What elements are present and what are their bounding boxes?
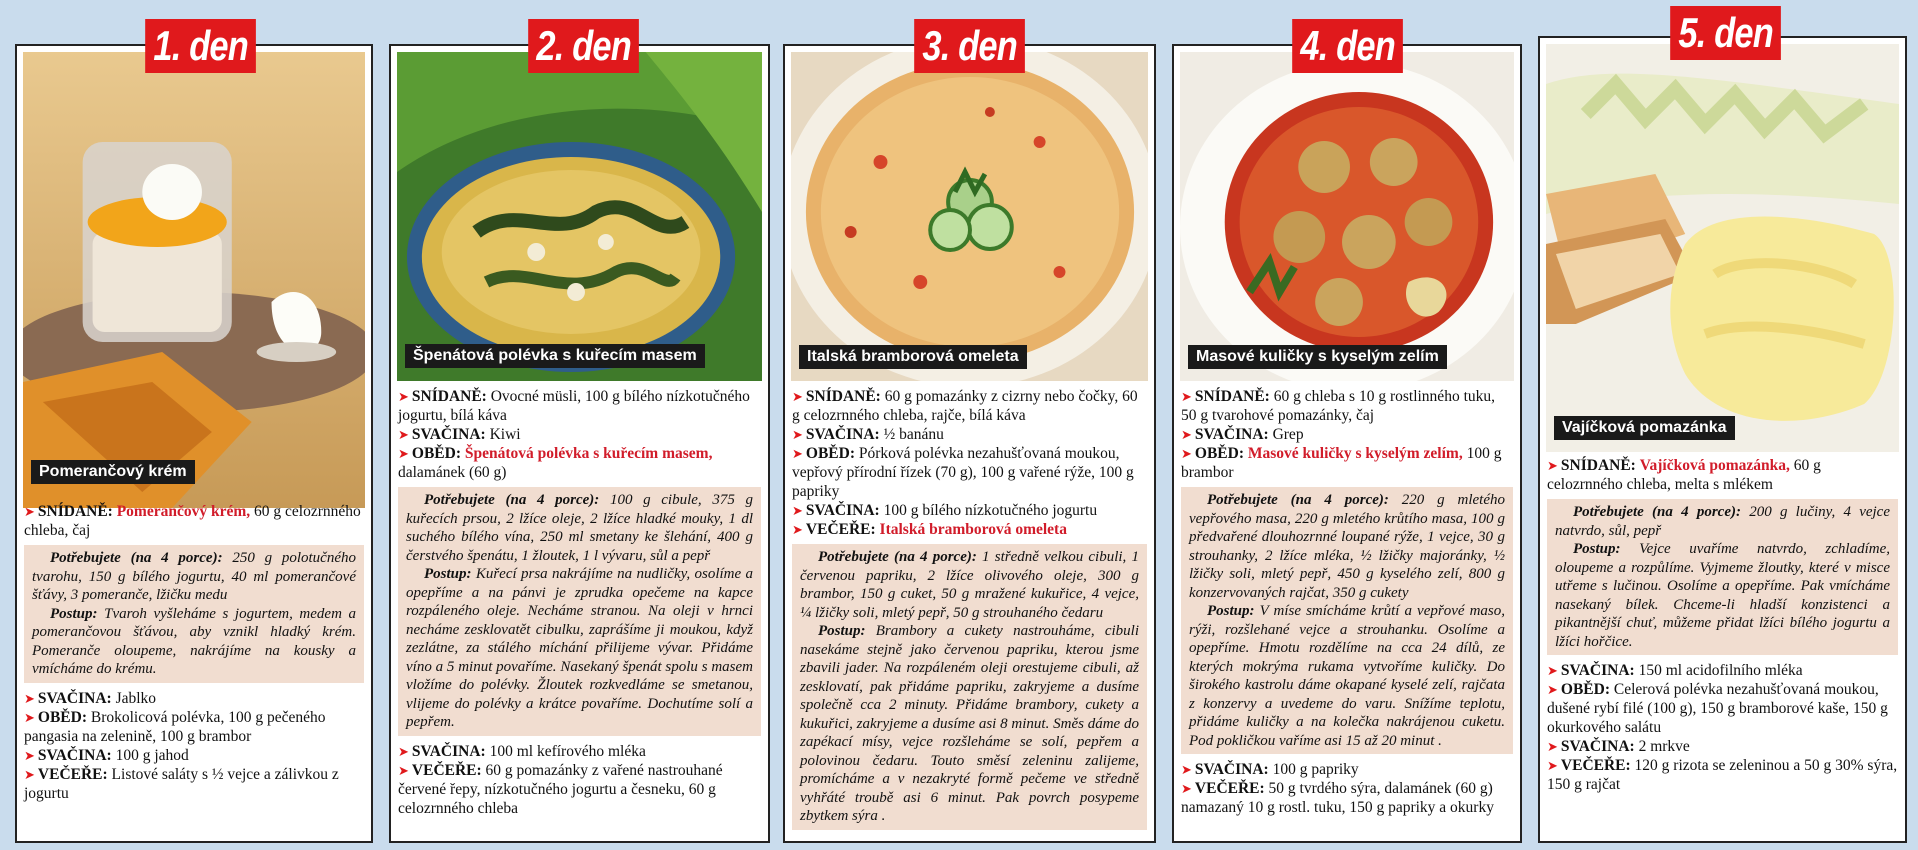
meal-line: ➤ OBĚD: Brokolicová polévka, 100 g pečeného pangasia na zelenině, 100 g brambor [24, 708, 326, 745]
meal-line: ➤ VEČEŘE: 50 g tvrdého sýra, dalamánek (60 g) namazaný 10 g rostl. tuku, 150 g papriky a okurky [1181, 780, 1494, 816]
meal-line: ➤ OBĚD: Masové kuličky s kyselým zelím, 100 g brambor [1181, 445, 1502, 481]
arrow-icon: ➤ [1181, 781, 1192, 796]
arrow-icon: ➤ [398, 446, 409, 461]
meal-line: ➤ VEČEŘE: Listové saláty s ½ vejce a zálivkou z jogurtu [24, 765, 339, 802]
arrow-icon: ➤ [1181, 427, 1192, 442]
menu-text [24, 502, 364, 803]
day-title-2: 2. den [528, 19, 639, 73]
meal-line: ➤ SVAČINA: 100 g jahod [24, 746, 189, 764]
arrow-icon: ➤ [1547, 663, 1558, 678]
arrow-icon: ➤ [1547, 682, 1558, 697]
day-title-1: 1. den [145, 19, 256, 73]
menu-text [1181, 387, 1513, 817]
arrow-icon: ➤ [792, 427, 803, 442]
arrow-icon: ➤ [24, 766, 35, 782]
arrow-icon: ➤ [24, 690, 35, 706]
arrow-icon: ➤ [398, 743, 409, 759]
meal-line: ➤ VEČEŘE: Italská bramborová omeleta [792, 521, 1067, 538]
arrow-icon: ➤ [24, 709, 35, 725]
menu-text [398, 387, 761, 818]
meal-line: ➤ SNÍDANĚ: Vajíčková pomazánka, 60 g celozrnného chleba, melta s mlékem [1547, 457, 1821, 493]
meal-line: ➤ OBĚD: Špenátová polévka s kuřecím masem, dalamánek (60 g) [398, 445, 713, 481]
menu-text [792, 387, 1147, 836]
arrow-icon: ➤ [792, 389, 803, 404]
arrow-icon: ➤ [398, 762, 409, 778]
arrow-icon: ➤ [792, 522, 803, 537]
photo-caption: Italská bramborová omeleta [799, 345, 1027, 369]
photo-meatballs [1180, 52, 1514, 381]
arrow-icon: ➤ [1181, 446, 1192, 461]
meal-line: ➤ SVAČINA: 2 mrkve [1547, 738, 1690, 755]
photo-spinach-soup [397, 52, 762, 381]
recipe-box: Potřebujete (na 4 porce): 220 g mletého vepřového masa, 220 g mletého krůtího masa, 100 g předvařené dlouhozrnné loupané rýže, 1 vejce, 30 g strouhanky, 2 lžíce mléka, ½ lžičky majoránky, ½ lžičky soli, mletý pepř, 450 g kyselého zelí, 800 g konzervovaných rajčat, 350 g cukety Postup: V míse smícháme krůtí a vepřové maso, rýži, rozšlehané vejce a strouhanku. Osolíme a opepříme. Hmotu rozdělíme na cca 24 dílů, ze kterých mokrýma rukama vytvoříme kuličky. Do širokého kastrolu dáme okapané kyselé zelí, rajčata z konzervy a uvedeme do varu. Snížíme teplotu, přidáme kuličky a na kolečka nakrájenou cuketu. Pod pokličkou vaříme asi 15 až 20 minut . [1181, 487, 1513, 754]
meal-line: ➤ SVAČINA: 100 ml kefírového mléka [398, 742, 646, 760]
meal-line: ➤ SVAČINA: 100 g papriky [1181, 761, 1359, 778]
meal-line: ➤ SVAČINA: ½ banánu [792, 426, 944, 443]
meal-line: ➤ SVAČINA: Jablko [24, 689, 157, 707]
day-column-5 [1538, 36, 1907, 843]
meal-line: ➤ SVAČINA: 150 ml acidofilního mléka [1547, 662, 1803, 679]
meal-line: ➤ VEČEŘE: 60 g pomazánky z vařené nastrouhané červené řepy, nízkotučného jogurtu a česneku, 60 g celozrnného chleba [398, 761, 723, 817]
recipe-box: Potřebujete (na 4 porce): 1 středně velkou cibuli, 1 červenou papriku, 2 lžíce olivového oleje, 300 g brambor, 150 g cuket, 50 g mražené kukuřice, 4 vejce, ¼ lžičky soli, mletý pepř, 50 g strouhaného čedaru Postup: Brambory a cukety nastrouháme, cibuli nasekáme stejně jako červenou papriku, kterou jsme zbavili jader. Na rozpáleném oleji orestujeme cibuli, až zesklovatí, pak přidáme papriku, zakryjeme a dusíme společně cca 2 minuty. Přidáme brambory, cukety a kukuřici, zakryjeme a dusíme asi 8 minut. Směs dáme do zapékací mísy, vejce rozšleháme se solí, pepřem a polovinou čedaru. Touto směsí zeleninu zalijeme, promícháme a v nezakryté formě pečeme ve středně vyhřáté troubě asi 6 minut. Pak povrch posypeme zbytkem sýra . [792, 544, 1147, 830]
meal-line: ➤ SNÍDANĚ: Pomerančový krém, 60 g celozrnného chleba, čaj [24, 503, 361, 539]
photo-caption: Špenátová polévka s kuřecím masem [405, 344, 705, 368]
arrow-icon: ➤ [1547, 739, 1558, 754]
day-column-3 [783, 44, 1156, 843]
meal-line: ➤ SVAČINA: Kiwi [398, 426, 521, 443]
arrow-icon: ➤ [1547, 758, 1558, 773]
day-column-1 [15, 44, 373, 843]
arrow-icon: ➤ [1181, 389, 1192, 404]
arrow-icon: ➤ [24, 747, 35, 763]
meal-line: ➤ OBĚD: Celerová polévka nezahušťovaná moukou, dušené rybí filé (100 g), 150 g bramborové kaše, 150 g okurkového salátu [1547, 681, 1888, 736]
day-title-4: 4. den [1292, 19, 1403, 73]
arrow-icon: ➤ [1181, 762, 1192, 777]
meal-line: ➤ OBĚD: Pórková polévka nezahušťovaná moukou, vepřový přírodní řízek (70 g), 100 g vařené rýže, 100 g papriky [792, 445, 1134, 500]
meal-line: ➤ SNÍDANĚ: 60 g chleba s 10 g rostlinného tuku, 50 g tvarohové pomazánky, čaj [1181, 388, 1495, 424]
meal-line: ➤ SVAČINA: Grep [1181, 426, 1304, 443]
photo-caption: Vajíčková pomazánka [1554, 416, 1735, 440]
meal-line: ➤ SNÍDANĚ: Ovocné müsli, 100 g bílého nízkotučného jogurtu, bílá káva [398, 388, 750, 424]
arrow-icon: ➤ [1547, 458, 1558, 473]
recipe-box: Potřebujete (na 4 porce): 200 g lučiny, 4 vejce natvrdo, sůl, pepř Postup: Vejce uvaříme natvrdo, zchladíme, oloupeme a rozpůlíme. Vyjmeme žloutky, které v misce utřeme s lučinou. Osolíme a opepříme. Pak vmícháme nasekaný bílek. Chceme-li hladší konzistenci a pikantnější chuť, můžeme přidat lžíci bílého jogurtu a lžíci hořčice. [1547, 499, 1898, 655]
arrow-icon: ➤ [398, 427, 409, 442]
photo-caption: Pomerančový krém [31, 460, 195, 484]
day-title-5: 5. den [1670, 6, 1781, 60]
photo-orange-cream [23, 52, 365, 508]
photo-egg-spread [1546, 44, 1899, 452]
meal-line: ➤ SNÍDANĚ: 60 g pomazánky z cizrny nebo čočky, 60 g celozrnného chleba, rajče, bílá káva [792, 388, 1138, 424]
arrow-icon: ➤ [792, 446, 803, 461]
recipe-box: Potřebujete (na 4 porce): 100 g cibule, 375 g kuřecích prsou, 2 lžíce oleje, 2 lžíce hladké mouky, 1 dl suchého bílého vína, 250 ml smetany ke šlehání, 400 g čerstvého špenátu, 1 žloutek, 1 l vývaru, sůl a pepř Postup: Kuřecí prsa nakrájíme na nudličky, osolíme a opepříme a na pánvi je zprudka opečeme na kapce rozpáleného oleje. Necháme stranou. Na oleji v hrnci necháme zesklovatět cibulku, zaprášíme ji moukou, když zezlátne, za stálého míchání přilijeme vývar. Přidáme víno a 5 minut povaříme. Nasekaný špenát spolu s masem vložíme do polévky. Žloutek rozkvedláme se smetanou, vlijeme do polévky a krátce povaříme. Dochutíme solí a pepřem. [398, 487, 761, 736]
menu-text [1547, 456, 1898, 794]
meal-line: ➤ SVAČINA: 100 g bílého nízkotučného jogurtu [792, 502, 1098, 519]
day-title-3: 3. den [914, 19, 1025, 73]
arrow-icon: ➤ [792, 503, 803, 518]
arrow-icon: ➤ [398, 389, 409, 404]
day-column-2 [389, 44, 770, 843]
meal-line: ➤ VEČEŘE: 120 g rizota se zeleninou a 50 g 30% sýra, 150 g rajčat [1547, 757, 1898, 793]
day-column-4 [1172, 44, 1522, 843]
photo-potato-omelette [791, 52, 1148, 381]
photo-caption: Masové kuličky s kyselým zelím [1188, 345, 1447, 369]
recipe-box: Potřebujete (na 4 porce): 250 g polotučného tvarohu, 150 g bílého jogurtu, 40 ml pomerančové šťávy, 3 pomeranče, lžičku medu Postup: Tvaroh vyšleháme s jogurtem, medem a pomerančovou šťávou, aby vznikl hladký krém. Pomeranče oloupeme, nakrájíme na kousky a vmícháme do krému. [24, 545, 364, 683]
arrow-icon: ➤ [24, 504, 35, 519]
